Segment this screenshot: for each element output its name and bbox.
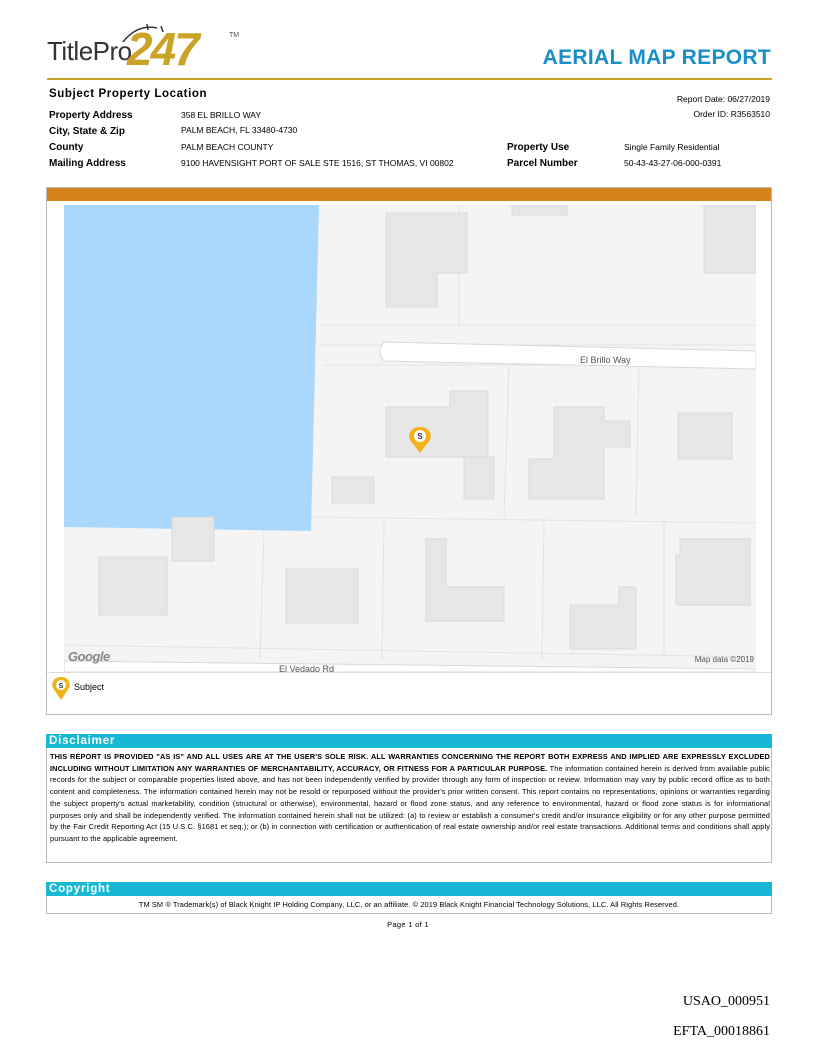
county-label: County [49, 142, 84, 153]
parcel-value: 50-43-43-27-06-000-0391 [624, 158, 722, 168]
legend-label: Subject [74, 682, 105, 692]
copyright-title: Copyright [46, 882, 772, 896]
mailing-value: 9100 HAVENSIGHT PORT OF SALE STE 1516, ST THOMAS, VI 00802 [181, 158, 454, 168]
map-header-bar [47, 188, 771, 201]
address-label: Property Address [49, 110, 133, 121]
logo-tm: TM [229, 32, 240, 39]
city-label: City, State & Zip [49, 126, 125, 137]
report-date: Report Date: 06/27/2019 [676, 94, 770, 104]
disclaimer-bold: THIS REPORT IS PROVIDED "AS IS" AND ALL USES ARE AT THE USER'S SOLE RISK. ALL WARRANTIES CONCERNING THE REPORT BOTH EXPRESS AND IMPLIED ARE EXPRESSLY EXCLUDED INCLUDING WITHOUT LIMITATION ANY WARRANTIES OF MERCHANTABILITY, ACCURACY, OR FITNESS FOR A PARTICULAR PURPOSE. [50, 752, 770, 773]
disclaimer-text [50, 751, 770, 845]
bates-number-2: EFTA_00018861 [673, 1024, 770, 1039]
header-divider [47, 78, 772, 80]
bates-number-1: USAO_000951 [682, 994, 770, 1009]
map-legend [47, 672, 771, 715]
map-attribution: Map data ©2019 [694, 655, 754, 664]
address-value: 358 EL BRILLO WAY [181, 110, 261, 120]
svg-text:S: S [58, 683, 64, 690]
titlepro-logo [47, 24, 247, 74]
logo-number: 247 [127, 23, 198, 75]
mailing-label: Mailing Address [49, 158, 126, 169]
subject-legend-icon [50, 676, 72, 702]
disclaimer-box [46, 748, 772, 863]
aerial-map[interactable] [64, 205, 756, 672]
order-id: Order ID: R3563510 [693, 109, 770, 119]
logo-text: TitlePro [47, 36, 132, 66]
disclaimer-body: The information contained herein is derived from available public records for the subject or comparable properties listed above, and has not been independently verified by provider through any form of inspection or review. Information may vary by public record office as to both content and completeness. The information contained herein may not be resold or repurposed without the provider's prior written consent. This report contains no representations, opinions or warranties regarding the subject property's actual marketability, condition (structural or otherwise), environmental, hazard or flood zone status, and any reference to environmental, hazard or flood zone status is for informational purposes only and shall be independently verified. The information contained herein shall not be utilized: (a) to review or establish a consumer's credit and/or insurance eligibility or for any other purpose permitted by the Fair Credit Reporting Act (15 U.S.C. §1681 et seq.); or (b) in connection with certification or authentication of real estate ownership and/or real estate transactions. Additional terms and conditions shall apply pursuant to the applicable agreement. [50, 763, 770, 843]
report-title: AERIAL MAP REPORT [542, 46, 771, 69]
page-number: Page 1 of 1 [387, 920, 429, 929]
map-canvas [64, 205, 756, 672]
google-logo: Google [68, 649, 110, 664]
street-label-top: El Brillo Way [580, 355, 631, 365]
svg-text:S: S [417, 432, 423, 441]
city-value: PALM BEACH, FL 33480-4730 [181, 125, 298, 135]
county-value: PALM BEACH COUNTY [181, 142, 274, 152]
property-use-label: Property Use [507, 142, 570, 153]
copyright-text: TM SM ® Trademark(s) of Black Knight IP Holding Company, LLC, or an affiliate. © 2019 Black Knight Financial Technology Solutions, LLC. All Rights Reserved. [138, 900, 680, 909]
water-area [64, 205, 319, 531]
copyright-box [46, 896, 772, 914]
disclaimer-title: Disclaimer [46, 734, 772, 748]
parcel-label: Parcel Number [507, 158, 578, 169]
section-title: Subject Property Location [49, 88, 208, 100]
svg-text:El Vedado Rd: El Vedado Rd [279, 664, 335, 672]
map-panel [46, 187, 772, 715]
property-use-value: Single Family Residential [624, 142, 720, 152]
